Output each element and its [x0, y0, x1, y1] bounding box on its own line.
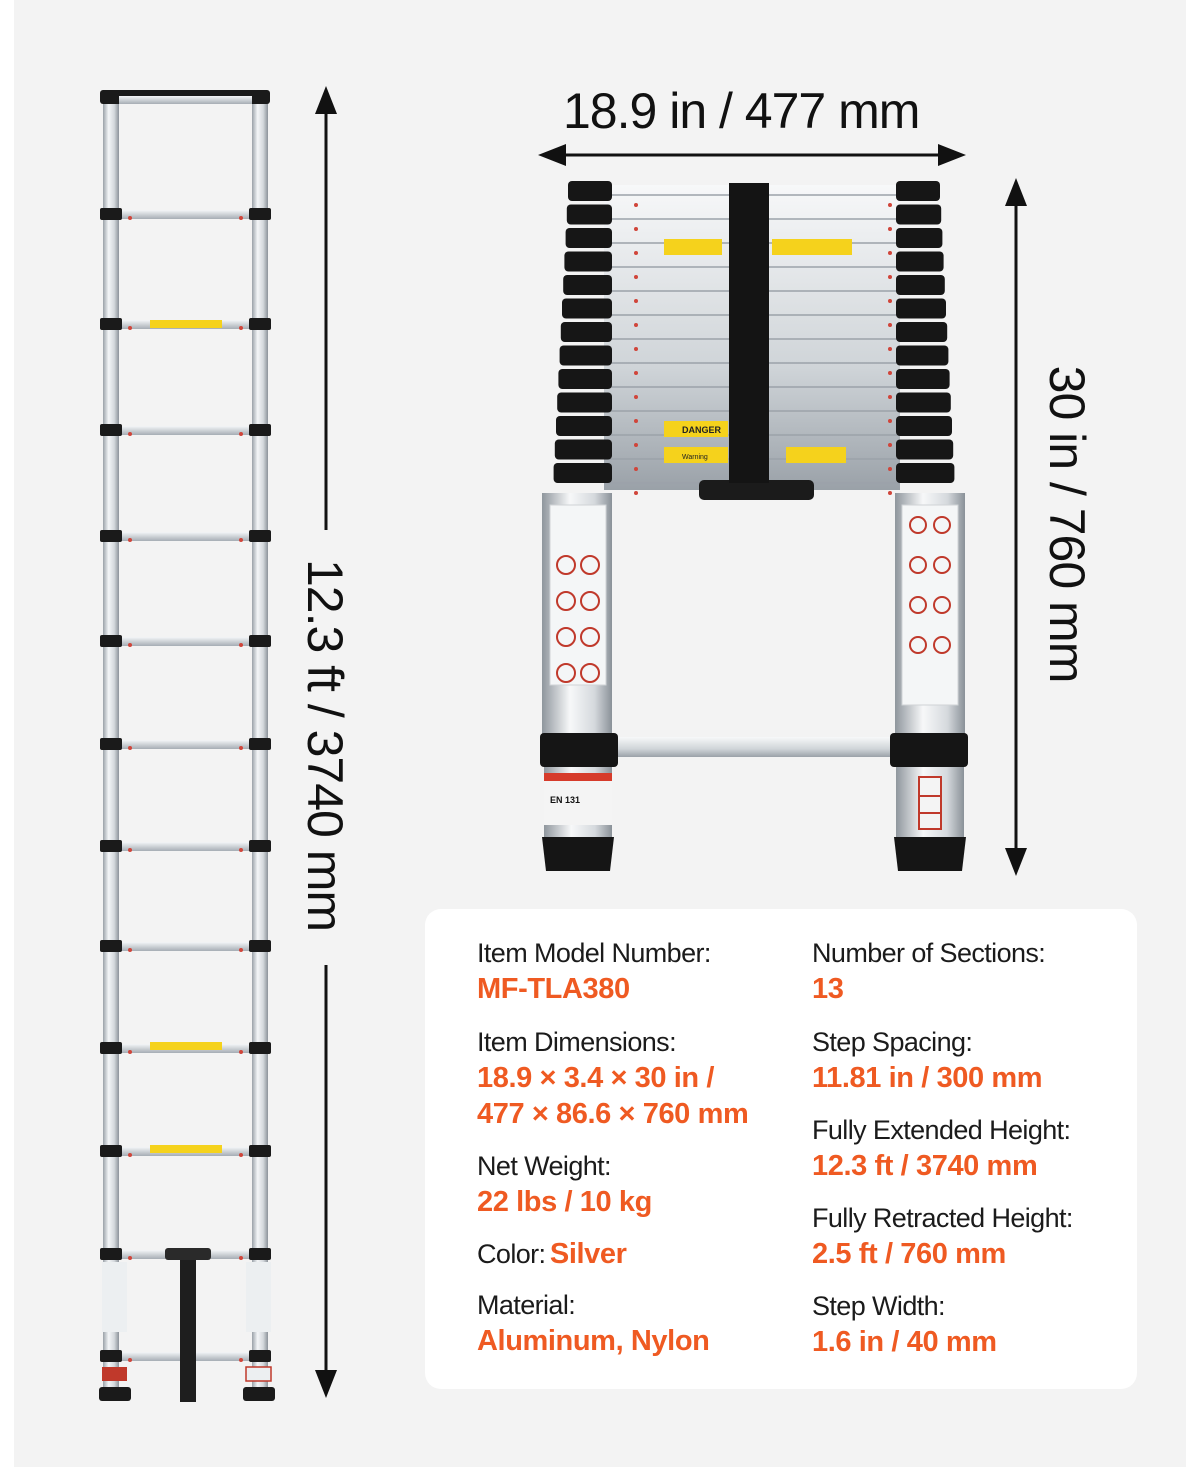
spec-spacing: [812, 1024, 1042, 1096]
spec-model-value: MF-TLA380: [477, 973, 630, 1005]
width-dimension-label: 18.9 in / 477 mm: [563, 83, 920, 139]
product-image-background: [14, 0, 1186, 1467]
spec-extended-label: Fully Extended Height:: [812, 1115, 1071, 1145]
right-foot: [243, 1387, 275, 1401]
spec-color: [477, 1236, 627, 1272]
width-arrow: [526, 138, 978, 172]
extended-ladder-illustration: [14, 0, 314, 1467]
retracted-height-arrow: [994, 172, 1038, 882]
extended-rung: [119, 210, 252, 219]
spec-spacing-label: Step Spacing:: [812, 1027, 973, 1057]
spec-extended: [812, 1112, 1070, 1184]
spec-spacing-value: 11.81 in / 300 mm: [812, 1062, 1043, 1094]
spec-sections-label: Number of Sections:: [812, 938, 1046, 968]
retracted-ladder-illustration: [524, 175, 984, 880]
spec-sections-value: 13: [812, 973, 844, 1005]
extended-height-label: 12.3 ft / 3740 mm: [297, 558, 353, 932]
spec-dimensions-value-1: 18.9 × 3.4 × 30 in /: [477, 1062, 715, 1094]
spec-retracted: [812, 1200, 1073, 1272]
warning-label: Warning: [682, 454, 708, 461]
spec-material: [477, 1287, 709, 1359]
extended-rung: [119, 842, 252, 851]
spec-card: [425, 909, 1137, 1389]
extended-rung: [119, 426, 252, 435]
carry-strap: [180, 1256, 196, 1402]
spec-material-value: Aluminum, Nylon: [477, 1325, 710, 1357]
spec-step-width-label: Step Width:: [812, 1291, 945, 1321]
spec-material-label: Material:: [477, 1290, 576, 1320]
extended-rung: [119, 740, 252, 749]
spec-dimensions: [477, 1024, 748, 1132]
extended-rung: [119, 532, 252, 541]
extended-rung: [119, 942, 252, 951]
spec-dimensions-label: Item Dimensions:: [477, 1027, 676, 1057]
spec-color-label: Color:: [477, 1239, 546, 1269]
left-foot: [99, 1387, 131, 1401]
extended-rung: [119, 637, 252, 646]
spec-weight: [477, 1148, 652, 1220]
spec-dimensions-value-2: 477 × 86.6 × 760 mm: [477, 1098, 749, 1130]
spec-model-label: Item Model Number:: [477, 938, 711, 968]
retracted-carry-strap: [729, 183, 769, 483]
spec-model: [477, 935, 711, 1007]
spec-step-width-value: 1.6 in / 40 mm: [812, 1326, 997, 1358]
spec-sections: [812, 935, 1045, 1007]
spec-step-width: [812, 1288, 997, 1360]
spec-retracted-label: Fully Retracted Height:: [812, 1203, 1073, 1233]
spec-retracted-value: 2.5 ft / 760 mm: [812, 1238, 1006, 1270]
spec-weight-label: Net Weight:: [477, 1151, 611, 1181]
danger-label: DANGER: [682, 425, 722, 435]
spec-color-value: Silver: [549, 1238, 627, 1270]
standard-label: EN 131: [550, 795, 581, 805]
retracted-height-label: 30 in / 760 mm: [1039, 365, 1095, 683]
spec-extended-value: 12.3 ft / 3740 mm: [812, 1150, 1038, 1182]
spec-weight-value: 22 lbs / 10 kg: [477, 1186, 652, 1218]
